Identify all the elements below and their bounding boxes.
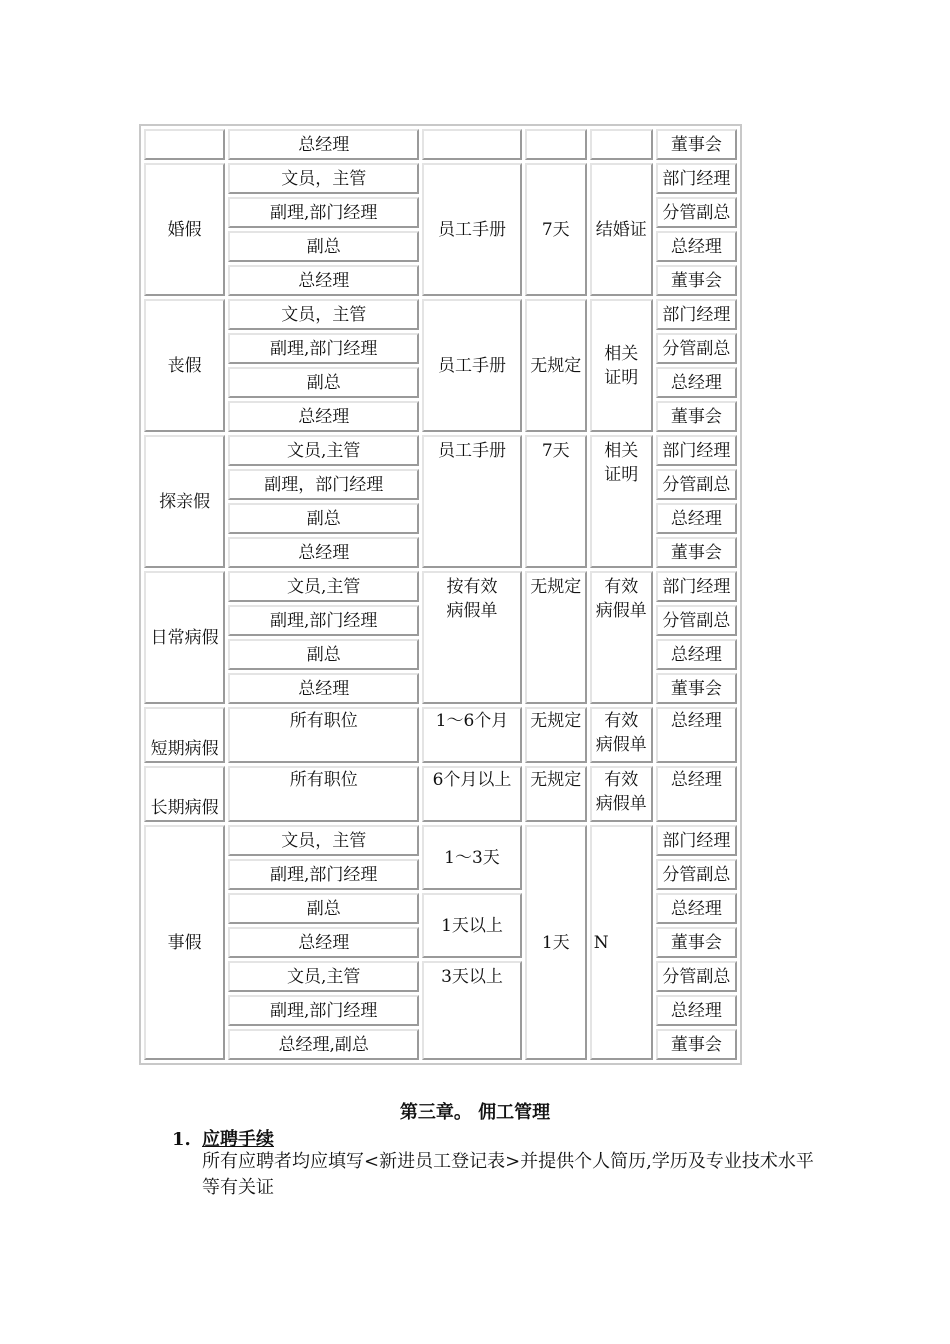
leave-type-cell: 丧假 (144, 299, 225, 432)
position-cell: 副理,部门经理 (228, 605, 419, 636)
approver-cell: 总经理 (656, 231, 737, 262)
basis-cell: 按有效 病假单 (422, 571, 522, 704)
duration-cell: 3天以上 (422, 961, 522, 1060)
basis-cell: 员工手册 (422, 299, 522, 432)
approver-cell: 总经理 (656, 893, 737, 924)
position-cell: 总经理,副总 (228, 1029, 419, 1060)
approver-cell: 董事会 (656, 927, 737, 958)
days-cell: 无规定 (525, 707, 587, 763)
proof-cell: N (590, 825, 653, 1060)
leave-type-cell: 探亲假 (144, 435, 225, 568)
position-cell: 副总 (228, 367, 419, 398)
position-cell: 文员,主管 (228, 435, 419, 466)
days-cell: 无规定 (525, 571, 587, 704)
approver-cell: 部门经理 (656, 571, 737, 602)
proof-cell: 有效 病假单 (590, 571, 653, 704)
position-cell: 文员,主管 (228, 571, 419, 602)
basis-cell: 1～6个月 (422, 707, 522, 763)
basis-cell: 6个月以上 (422, 766, 522, 822)
section-heading (172, 1125, 274, 1151)
table-row (144, 435, 737, 466)
table-row (144, 766, 737, 822)
approver-cell: 部门经理 (656, 435, 737, 466)
approver-cell: 分管副总 (656, 961, 737, 992)
leave-type-cell: 短期病假 (144, 707, 225, 763)
days-cell: 无规定 (525, 766, 587, 822)
position-cell: 文员，主管 (228, 163, 419, 194)
position-cell: 副总 (228, 893, 419, 924)
approver-cell: 董事会 (656, 537, 737, 568)
table-row (144, 571, 737, 602)
position-cell: 总经理 (228, 129, 419, 160)
approver-cell: 分管副总 (656, 333, 737, 364)
approver-cell: 董事会 (656, 401, 737, 432)
approver-cell: 部门经理 (656, 825, 737, 856)
basis-cell: 员工手册 (422, 163, 522, 296)
proof-cell: 结婚证 (590, 163, 653, 296)
position-cell: 副理,部门经理 (228, 859, 419, 890)
position-cell: 副总 (228, 639, 419, 670)
approver-cell: 分管副总 (656, 605, 737, 636)
approver-cell: 总经理 (656, 639, 737, 670)
basis-cell: 员工手册 (422, 435, 522, 568)
duration-cell: 1天以上 (422, 893, 522, 958)
approver-cell: 总经理 (656, 367, 737, 398)
approver-cell: 董事会 (656, 673, 737, 704)
section-title: 应聘手续 (202, 1129, 274, 1150)
approver-cell: 分管副总 (656, 197, 737, 228)
basis-cell (422, 129, 522, 160)
approver-cell: 部门经理 (656, 299, 737, 330)
proof-cell: 有效 病假单 (590, 766, 653, 822)
section-body-text: 所有应聘者均应填写<新进员工登记表>并提供个人简历,学历及专业技术水平等有关证 (202, 1151, 814, 1198)
table-row (144, 707, 737, 763)
position-cell: 所有职位 (228, 766, 419, 822)
approver-cell: 总经理 (656, 707, 737, 763)
position-cell: 副理,部门经理 (228, 197, 419, 228)
position-cell: 文员，主管 (228, 825, 419, 856)
days-cell: 7天 (525, 435, 587, 568)
approver-cell: 分管副总 (656, 859, 737, 890)
chapter-title: 第三章。 佣工管理 (399, 1102, 551, 1123)
approver-cell: 部门经理 (656, 163, 737, 194)
position-cell: 副总 (228, 503, 419, 534)
position-cell: 总经理 (228, 537, 419, 568)
position-cell: 副理,部门经理 (228, 995, 419, 1026)
position-cell: 所有职位 (228, 707, 419, 763)
position-cell: 文员，主管 (228, 299, 419, 330)
days-cell: 7天 (525, 163, 587, 296)
position-cell: 副理，部门经理 (228, 469, 419, 500)
position-cell: 总经理 (228, 673, 419, 704)
approver-cell: 董事会 (656, 1029, 737, 1060)
leave-type-cell: 婚假 (144, 163, 225, 296)
position-cell: 总经理 (228, 401, 419, 432)
leave-type-cell (144, 129, 225, 160)
approver-cell: 总经理 (656, 766, 737, 822)
position-cell: 副理,部门经理 (228, 333, 419, 364)
approver-cell: 董事会 (656, 265, 737, 296)
table-row (144, 299, 737, 330)
leave-policy-table (139, 124, 742, 1065)
days-cell: 无规定 (525, 299, 587, 432)
days-cell: 1天 (525, 825, 587, 1060)
leave-type-cell: 长期病假 (144, 766, 225, 822)
table-row (144, 825, 737, 856)
section-number: 1. (172, 1129, 191, 1150)
leave-type-cell: 事假 (144, 825, 225, 1060)
position-cell: 总经理 (228, 265, 419, 296)
approver-cell: 分管副总 (656, 469, 737, 500)
proof-cell: 相关 证明 (590, 435, 653, 568)
approver-cell: 董事会 (656, 129, 737, 160)
position-cell: 总经理 (228, 927, 419, 958)
proof-cell (590, 129, 653, 160)
position-cell: 副总 (228, 231, 419, 262)
approver-cell: 总经理 (656, 503, 737, 534)
duration-cell: 1～3天 (422, 825, 522, 890)
table-row (144, 163, 737, 194)
proof-cell: 有效 病假单 (590, 707, 653, 763)
proof-cell: 相关 证明 (590, 299, 653, 432)
days-cell (525, 129, 587, 160)
table-row (144, 129, 737, 160)
position-cell: 文员,主管 (228, 961, 419, 992)
leave-type-cell: 日常病假 (144, 571, 225, 704)
approver-cell: 总经理 (656, 995, 737, 1026)
